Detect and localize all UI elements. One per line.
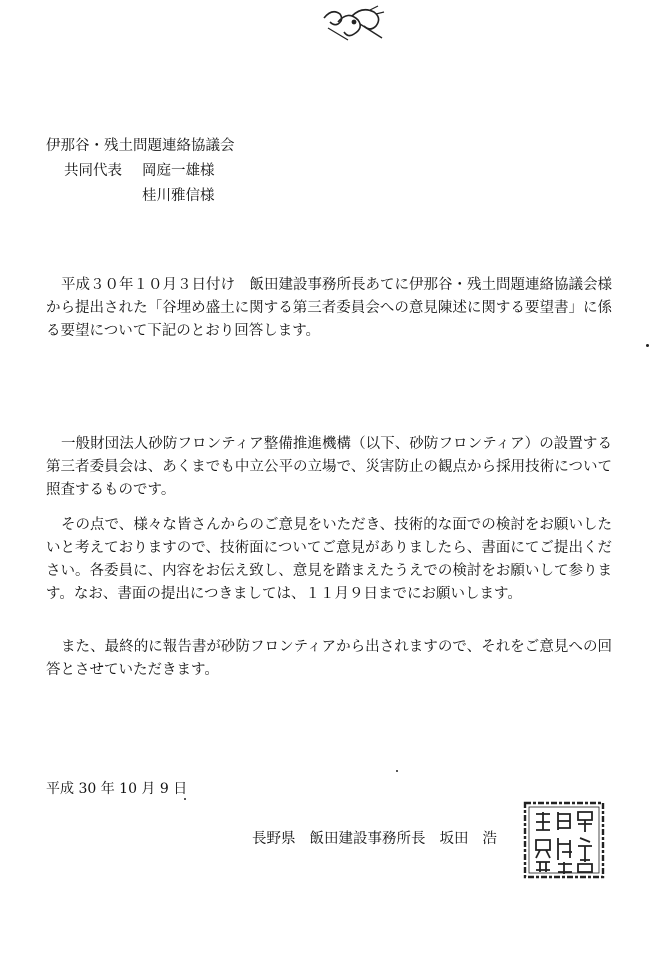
body-paragraph-3: その点で、様々な皆さんからのご意見をいただき、技術的な面での検討をお願いしたいと考えておりますので、技術面についてご意見がありましたら、書面にてご提出ください。各委員に、内容をお伝え致し、意見を踏まえたうえでの検討をお願いして参ります。なお、書面の提出につきましては、１１月９日までにお願いします。 [46,517,612,602]
representative-name-2: 桂川雅信様 [142,188,215,204]
signature-line [252,828,511,850]
signature-given-name: 浩 [482,831,497,847]
signature-prefecture: 長野県 [252,831,296,847]
prefectural-emblem-icon [318,4,390,42]
representative-label: 共同代表 [64,163,122,179]
body-paragraph-1: 平成３０年１０月３日付け 飯田建設事務所長あてに伊那谷・残土問題連絡協議会様から提出された「谷埋め盛土に関する第三者委員会への意見陳述に関する要望書」に係る要望について下記のとおり回答します。 [46,277,612,339]
letter-date: 平成 30 年 10 月 9 日 [46,781,188,797]
addressee-organization: 伊那谷・残土問題連絡協議会 [46,138,235,154]
scan-speck [646,344,649,347]
representative-name-1: 岡庭一雄様 [142,163,215,179]
signature-surname: 坂田 [439,831,469,847]
signature-office: 飯田建設事務所長 [309,831,426,847]
scan-speck [184,798,186,800]
addressee-block [46,134,235,209]
addressee-representative-line [64,159,235,184]
body-paragraph-2: 一般財団法人砂防フロンティア整備推進機構（以下、砂防フロンティア）の設置する第三者委員会は、あくまでも中立公平の立場で、災害防止の観点から採用技術について照査するものです。 [46,436,612,498]
scan-speck [396,770,398,772]
official-seal-icon [522,800,606,880]
body-paragraph-4: また、最終的に報告書が砂防フロンティアから出されますので、それをご意見への回答とさせていただきます。 [46,639,612,678]
